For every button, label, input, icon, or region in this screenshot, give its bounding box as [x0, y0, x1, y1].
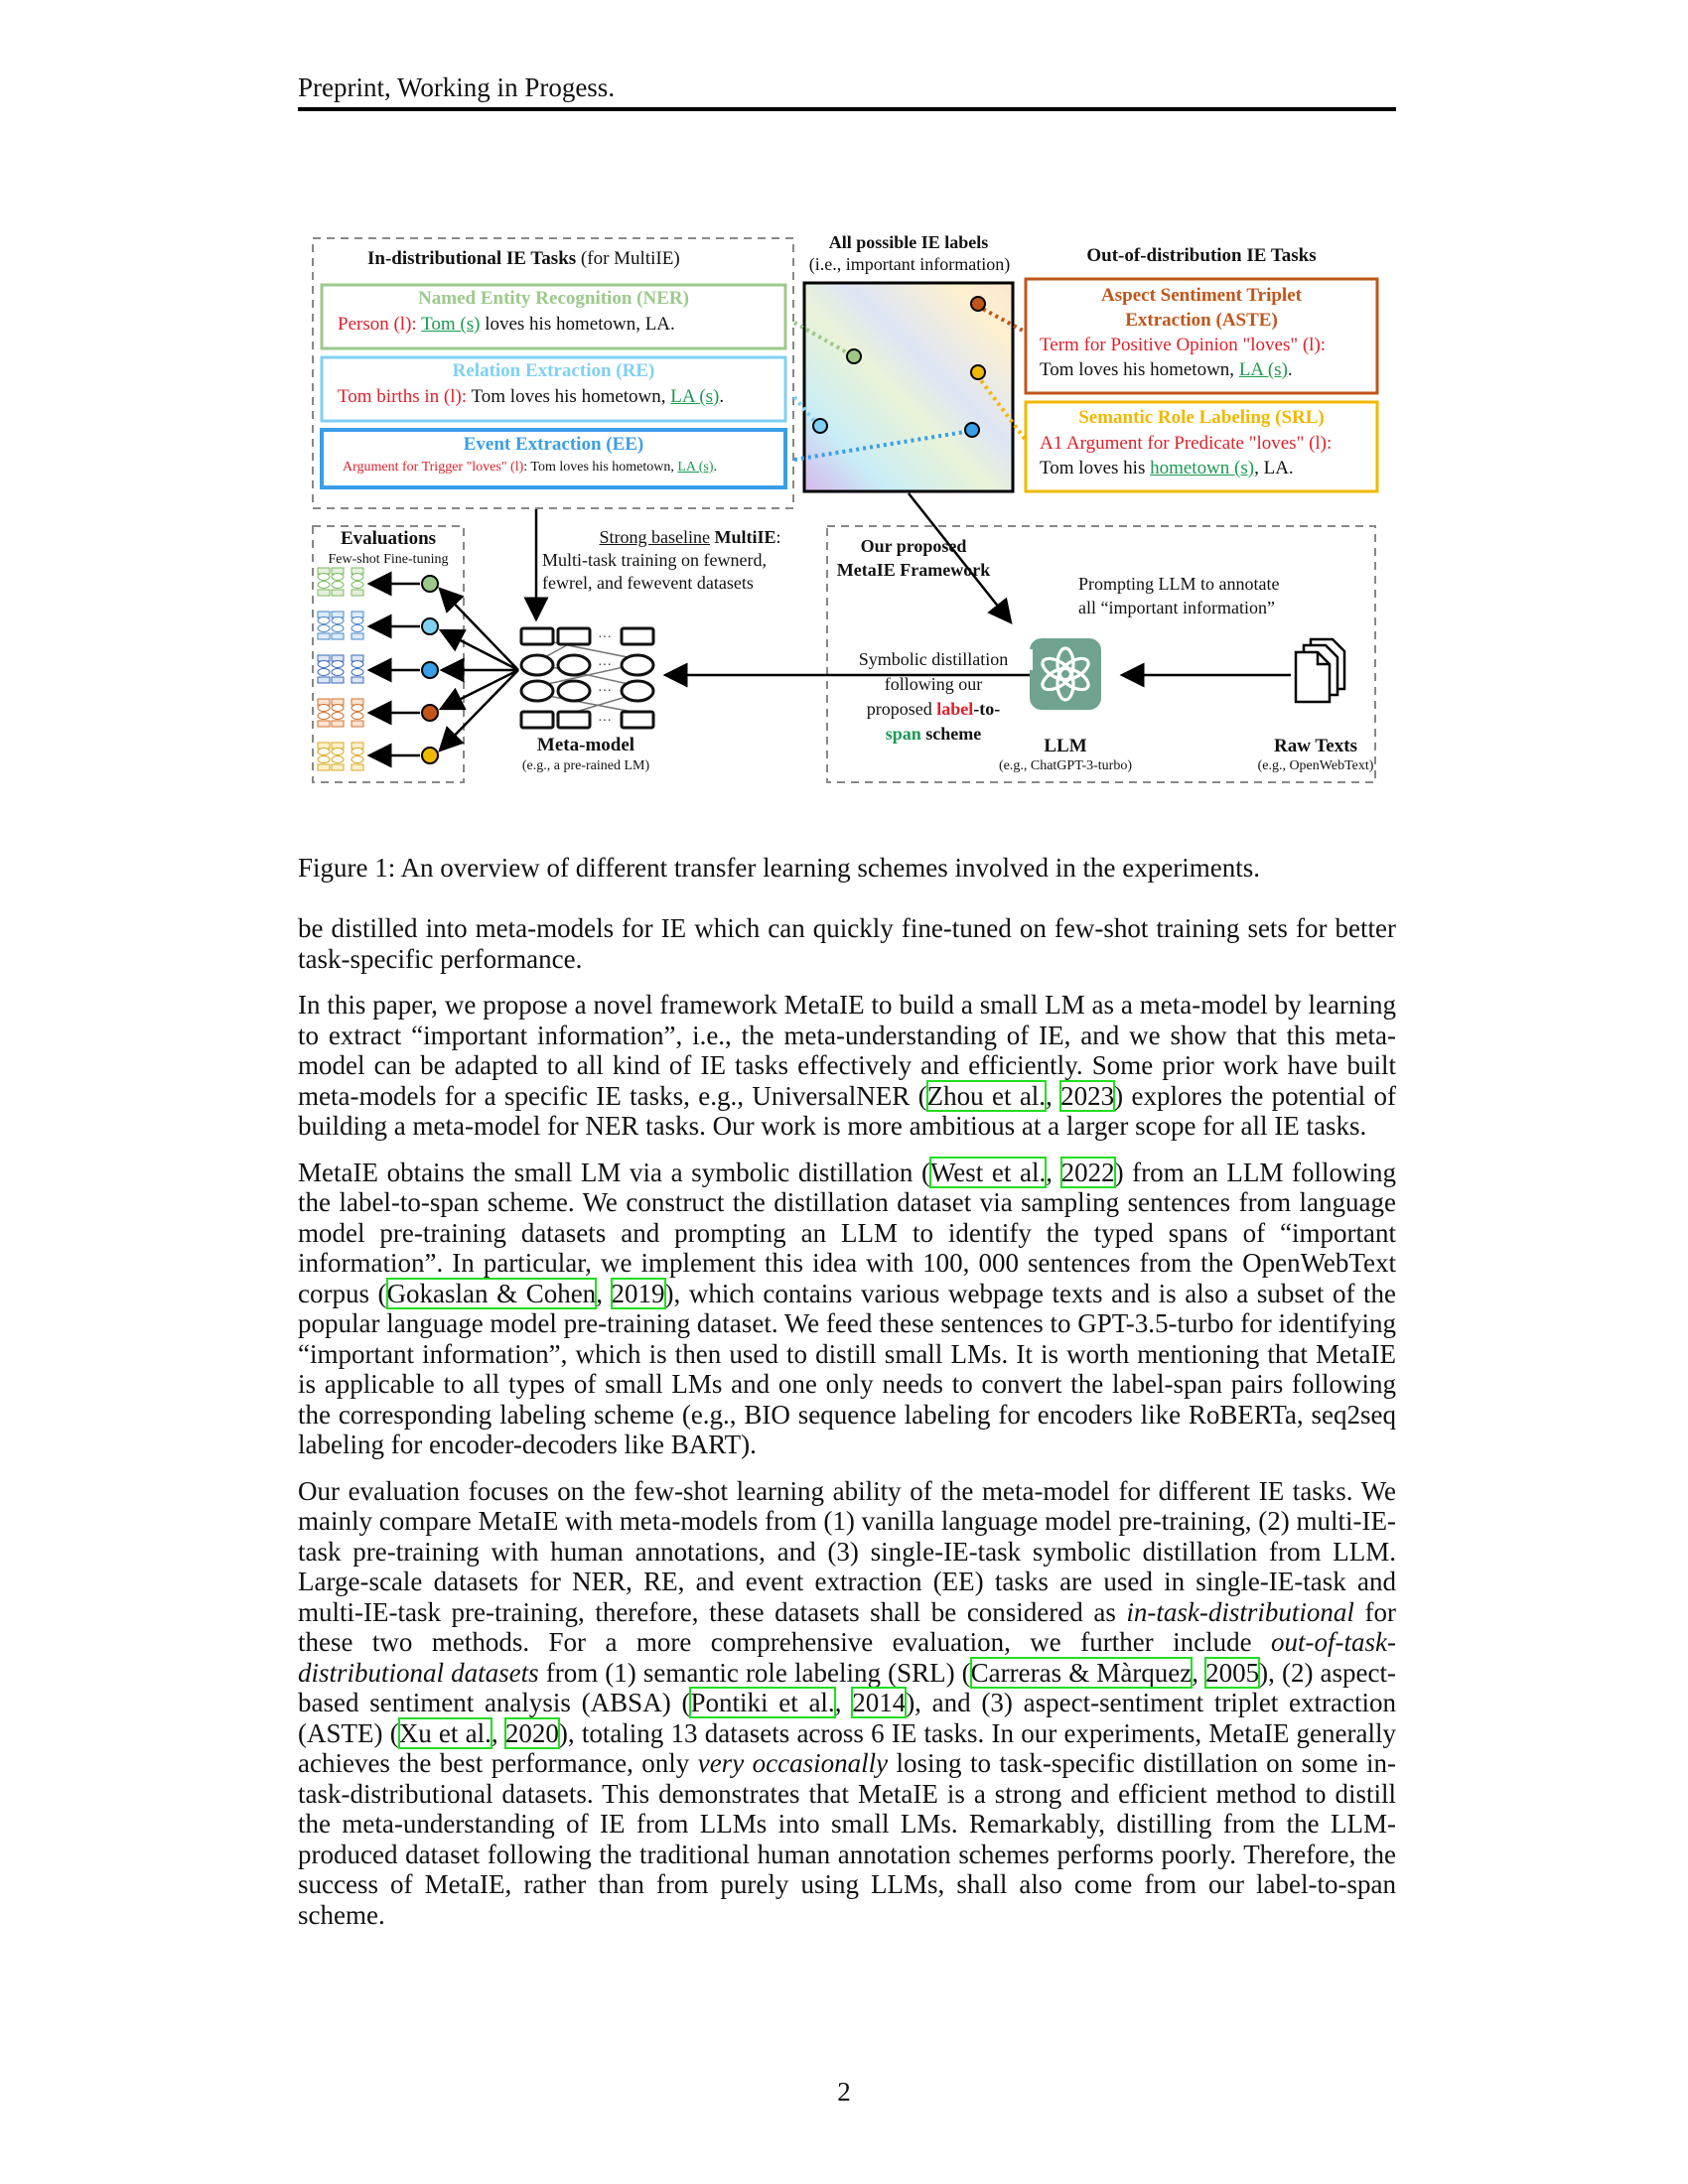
- citation-carreras-2005-year[interactable]: 2005: [1205, 1657, 1260, 1688]
- re-point: [813, 419, 827, 433]
- ee-example: Argument for Trigger "loves" (l): Tom loves his hometown, LA (s).: [343, 460, 718, 475]
- citation-gokaslan-2019-year[interactable]: 2019: [611, 1278, 665, 1308]
- labels-box-title: All possible IE labels: [828, 232, 989, 252]
- evaluations-subtitle: Few-shot Fine-tuning: [328, 552, 449, 567]
- framework-title-line1: Our proposed: [860, 536, 967, 556]
- eval-mini-networks: [318, 568, 363, 770]
- baseline-line2: Multi-task training on fewnerd,: [542, 550, 767, 570]
- raw-texts-subtitle: (e.g., OpenWebText): [1257, 758, 1374, 773]
- llm-title: LLM: [1044, 736, 1087, 756]
- prompting-line1: Prompting LLM to annotate: [1078, 574, 1280, 594]
- llm-openai-icon: [1030, 638, 1101, 710]
- distill-line4: span scheme: [885, 724, 982, 744]
- paragraph-3: MetaIE obtains the small LM via a symbolic distillation (West et al., 2022) from an LLM following the label-to-span scheme. We construct the distillation dataset via sampling sentences from language model pre-training datasets and prompting an LLM to identify the typed spans of “important information”. In particular, we implement this idea with 100, 000 sentences from the OpenWebText corpus (Gokaslan & Cohen, 2019), which contains various webpage texts and is also a subset of the popular language model pre-training dataset. We feed these sentences to GPT-3.5-turbo for identifying “important information”, which is then used to distill small LMs. It is worth mentioning that MetaIE is applicable to all types of small LMs and one only needs to convert the label-span pairs following the corresponding labeling scheme (e.g., BIO sequence labeling for encoders like RoBERTa, seq2seq labeling for encoder-decoders like BART).: [298, 1157, 1396, 1459]
- running-title: Preprint, Working in Progess.: [298, 72, 616, 102]
- citation-west-2022-year[interactable]: 2022: [1060, 1157, 1115, 1187]
- labels-box-subtitle: (i.e., important information): [808, 254, 1011, 274]
- citation-pontiki-2014-year[interactable]: 2014: [852, 1688, 907, 1717]
- in-dist-title: In-distributional IE Tasks (for MultiIE): [367, 248, 680, 269]
- svg-text:···: ···: [598, 658, 612, 673]
- out-dist-title: Out-of-distribution IE Tasks: [1086, 245, 1317, 266]
- llm-subtitle: (e.g., ChatGPT-3-turbo): [998, 758, 1133, 773]
- aste-label: Term for Positive Opinion "loves" (l):: [1040, 335, 1327, 355]
- distill-line1: Symbolic distillation: [834, 649, 1033, 670]
- figure-caption: Figure 1: An overview of different transfer learning schemes involved in the experiments.: [298, 853, 1260, 883]
- srl-example: Tom loves his hometown (s), LA.: [1040, 458, 1294, 478]
- citation-west-2022[interactable]: West et al.: [929, 1157, 1047, 1187]
- ner-example: Person (l): Tom (s) loves his hometown, LA.: [338, 314, 675, 335]
- ner-point: [847, 349, 861, 363]
- ee-point: [965, 423, 979, 437]
- raw-texts-document-icon: [1296, 639, 1344, 702]
- citation-pontiki-2014[interactable]: Pontiki et al.: [690, 1688, 835, 1717]
- paragraph-1: be distilled into meta-models for IE which can quickly fine-tuned on few-shot training sets for better task-specific performance.: [298, 913, 1396, 974]
- page-number: 2: [837, 2077, 851, 2107]
- re-example: Tom births in (l): Tom loves his hometown, LA (s).: [338, 386, 725, 407]
- running-header: [298, 71, 1396, 111]
- raw-texts-title: Raw Texts: [1274, 736, 1357, 756]
- figure-1: [298, 228, 1396, 804]
- ee-title: Event Extraction (EE): [463, 434, 644, 455]
- labels-space-box: [804, 283, 1013, 491]
- svg-text:···: ···: [598, 714, 612, 729]
- citation-zhou-2023[interactable]: Zhou et al.: [926, 1080, 1047, 1111]
- distill-line2: following our: [884, 674, 983, 694]
- evaluations-title: Evaluations: [340, 528, 437, 549]
- srl-title: Semantic Role Labeling (SRL): [1078, 407, 1325, 428]
- citation-zhou-2023-year[interactable]: 2023: [1060, 1080, 1115, 1111]
- citation-xu-2020[interactable]: Xu et al.: [398, 1717, 492, 1748]
- body-text: [298, 913, 1396, 1946]
- header-rule: [298, 107, 1396, 111]
- srl-point: [971, 365, 985, 379]
- prompting-line2: all “important information”: [1078, 598, 1275, 617]
- aste-title-line1: Aspect Sentiment Triplet: [1101, 285, 1302, 306]
- aste-point: [971, 297, 985, 311]
- meta-model-subtitle: (e.g., a pre-rained LM): [521, 758, 650, 773]
- distill-line3: proposed label-to-: [866, 699, 1001, 719]
- aste-title-line2: Extraction (ASTE): [1125, 310, 1278, 331]
- svg-text:···: ···: [598, 630, 612, 645]
- paragraph-2: In this paper, we propose a novel framework MetaIE to build a small LM as a meta-model by learning to extract “important information”, i.e., the meta-understanding of IE, and we show that this meta-model can be adapted to all kind of IE tasks effectively and efficiently. Some prior work have built meta-models for a specific IE tasks, e.g., UniversalNER (Zhou et al., 2023) explores the potential of building a meta-model for NER tasks. Our work is more ambitious at a larger scope for all IE tasks.: [298, 990, 1396, 1141]
- aste-example: Tom loves his hometown, LA (s).: [1040, 359, 1293, 380]
- baseline-line1: Strong baseline MultiIE:: [599, 527, 781, 547]
- baseline-line3: fewrel, and fewevent datasets: [542, 573, 754, 593]
- framework-title-line2: MetaIE Framework: [836, 560, 991, 580]
- citation-xu-2020-year[interactable]: 2020: [504, 1717, 559, 1748]
- citation-gokaslan-2019[interactable]: Gokaslan & Cohen: [386, 1278, 597, 1308]
- paragraph-4: Our evaluation focuses on the few-shot learning ability of the meta-model for different IE tasks. We mainly compare MetaIE with meta-models from (1) vanilla language model pre-training, (2) multi-IE-task pre-training with human annotations, and (3) single-IE-task symbolic distillation from LLM. Large-scale datasets for NER, RE, and event extraction (EE) tasks are used in single-IE-task and multi-IE-task pre-training, therefore, these datasets shall be considered as in-task-distributional for these two methods. For a more comprehensive evaluation, we further include out-of-task-distributional datasets from (1) semantic role labeling (SRL) (Carreras & Màrquez, 2005), (2) aspect-based sentiment analysis (ABSA) (Pontiki et al., 2014), and (3) aspect-sentiment triplet extraction (ASTE) (Xu et al., 2020), totaling 13 datasets across 6 IE tasks. In our experiments, MetaIE generally achieves the best performance, only very occasionally losing to task-specific distillation on some in-task-distributional datasets. This demonstrates that MetaIE is a strong and efficient method to distill the meta-understanding of IE from LLMs into small LMs. Remarkably, distilling from the LLM-produced dataset following the traditional human annotation schemes performs poorly. Therefore, the success of MetaIE, rather than from purely using LLMs, shall also come from our label-to-span scheme.: [298, 1475, 1396, 1930]
- meta-model-network: [521, 628, 653, 728]
- srl-label: A1 Argument for Predicate "loves" (l):: [1040, 433, 1333, 454]
- re-title: Relation Extraction (RE): [452, 360, 655, 381]
- citation-carreras-2005[interactable]: Carreras & Màrquez: [970, 1657, 1193, 1688]
- meta-model-title: Meta-model: [536, 735, 635, 755]
- svg-text:···: ···: [598, 684, 612, 699]
- ner-title: Named Entity Recognition (NER): [418, 288, 689, 309]
